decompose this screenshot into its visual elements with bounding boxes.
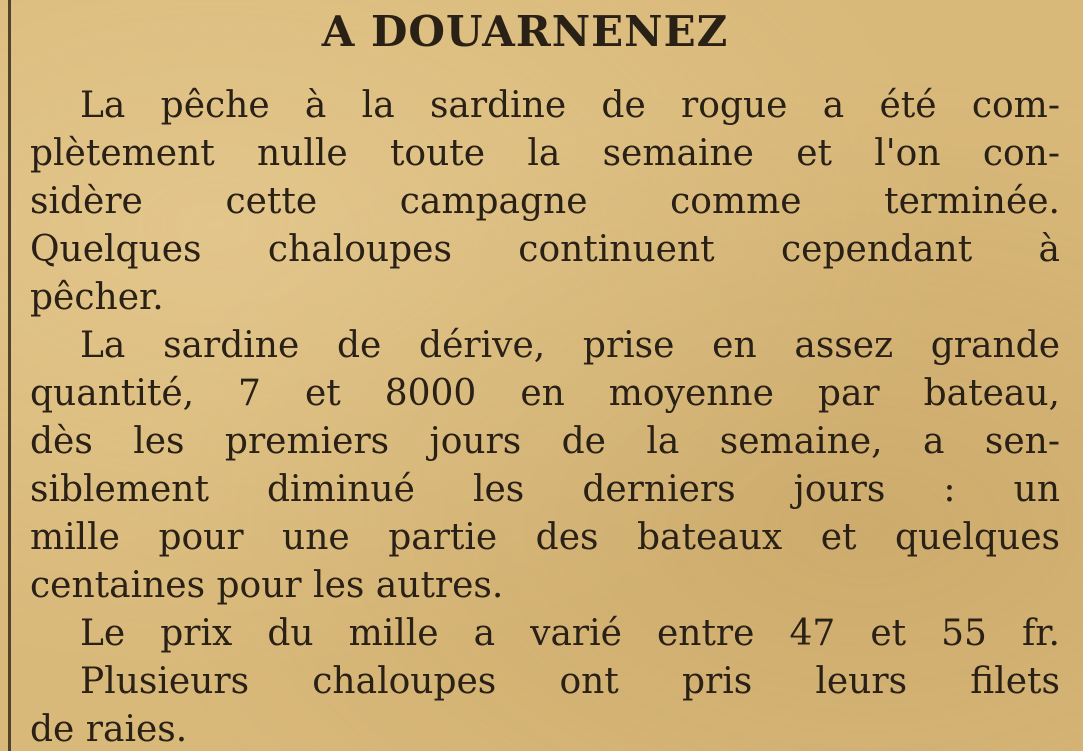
text-line: Le prix du mille a varié entre 47 et 55 fr. (80, 613, 1060, 654)
column-rule (8, 0, 11, 751)
article-headline: A DOUARNENEZ (321, 7, 729, 56)
text-line: siblement diminué les derniers jours : un (30, 469, 1060, 510)
text-line: La sardine de dérive, prise en assez grande (80, 325, 1060, 366)
paragraph-sardine-rogue (30, 82, 1060, 322)
text-line: sidère cette campagne comme terminée. (30, 181, 1060, 222)
text-line: pêcher. (30, 277, 164, 318)
paragraph-sardine-derive (30, 322, 1060, 610)
text-line: dès les premiers jours de la semaine, a sen- (30, 421, 1060, 462)
paragraph-prix (30, 610, 1060, 658)
text-line: de raies. (30, 709, 188, 750)
text-line: Quelques chaloupes continuent cependant à (30, 229, 1060, 270)
text-line: plètement nulle toute la semaine et l'on con- (30, 133, 1060, 174)
text-line: Plusieurs chaloupes ont pris leurs filets (80, 661, 1060, 702)
text-line: quantité, 7 et 8000 en moyenne par bateau, (30, 373, 1060, 414)
newspaper-article (30, 0, 1060, 751)
text-line: La pêche à la sardine de rogue a été com- (80, 85, 1060, 126)
text-line: centaines pour les autres. (30, 565, 504, 606)
text-line: mille pour une partie des bateaux et quelques (30, 517, 1060, 558)
paragraph-chaloupes (30, 658, 1060, 751)
